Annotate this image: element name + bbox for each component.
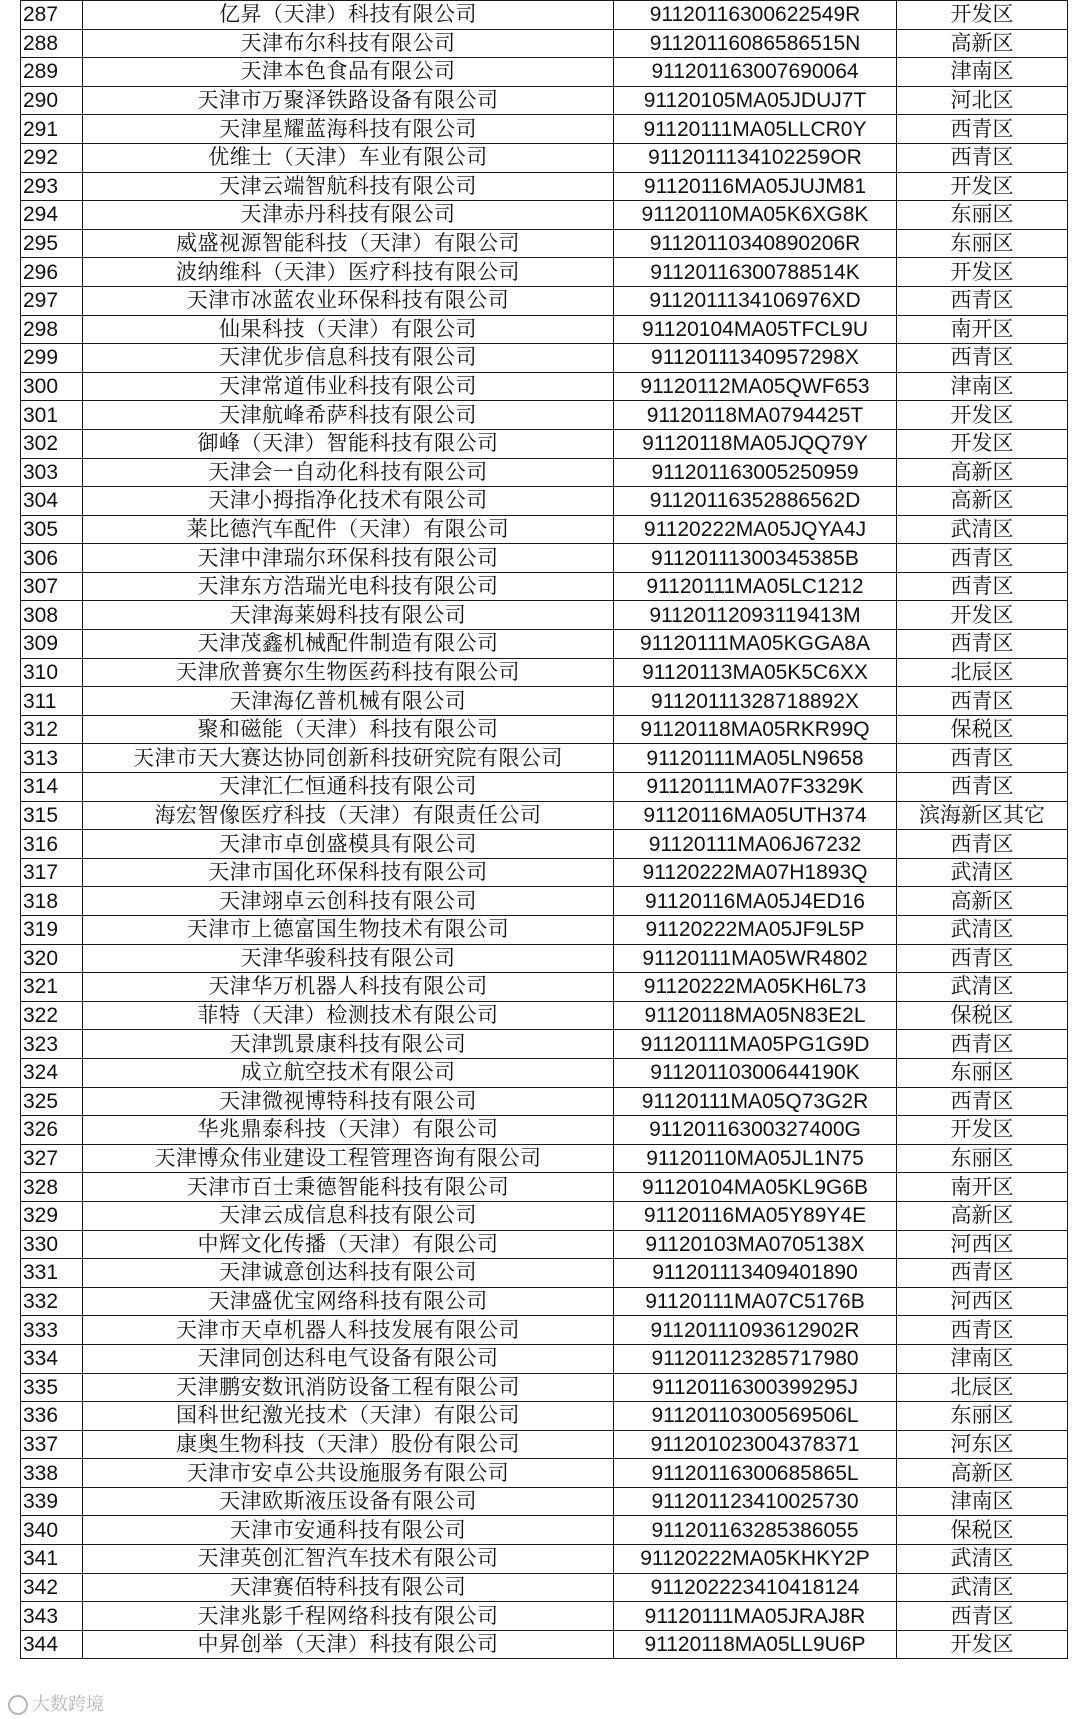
district-cell: 西青区	[897, 286, 1068, 315]
company-name-cell: 天津本色食品有限公司	[83, 58, 614, 87]
table-row	[21, 1545, 1068, 1574]
credit-code-cell: 91120113MA05K5C6XX	[614, 658, 897, 687]
credit-code-cell: 91120116300399295J	[614, 1373, 897, 1402]
row-number-cell: 340	[21, 1516, 83, 1545]
company-name-cell: 天津诚意创达科技有限公司	[83, 1259, 614, 1288]
credit-code-cell: 911201163005250959	[614, 458, 897, 487]
district-cell: 西青区	[897, 830, 1068, 859]
table-row	[21, 1516, 1068, 1545]
table-row	[21, 372, 1068, 401]
row-number-cell: 290	[21, 86, 83, 115]
credit-code-cell: 91120118MA05JQQ79Y	[614, 429, 897, 458]
district-cell: 武清区	[897, 973, 1068, 1002]
table-row	[21, 172, 1068, 201]
row-number-cell: 289	[21, 58, 83, 87]
district-cell: 西青区	[897, 630, 1068, 659]
district-cell: 西青区	[897, 744, 1068, 773]
district-cell: 西青区	[897, 773, 1068, 802]
district-cell: 河北区	[897, 86, 1068, 115]
row-number-cell: 326	[21, 1116, 83, 1145]
credit-code-cell: 91120116MA05Y89Y4E	[614, 1201, 897, 1230]
company-name-cell: 聚和磁能（天津）科技有限公司	[83, 715, 614, 744]
credit-code-cell: 91120111MA05Q73G2R	[614, 1087, 897, 1116]
company-name-cell: 威盛视源智能科技（天津）有限公司	[83, 229, 614, 258]
table-row	[21, 1230, 1068, 1259]
credit-code-cell: 911201023004378371	[614, 1430, 897, 1459]
company-name-cell: 中昇创举（天津）科技有限公司	[83, 1630, 614, 1659]
company-name-cell: 天津市国化环保科技有限公司	[83, 858, 614, 887]
table-row	[21, 115, 1068, 144]
row-number-cell: 310	[21, 658, 83, 687]
company-name-cell: 天津市百士秉德智能科技有限公司	[83, 1173, 614, 1202]
credit-code-cell: 91120110300644190K	[614, 1058, 897, 1087]
table-row	[21, 801, 1068, 830]
table-row	[21, 1173, 1068, 1202]
district-cell: 东丽区	[897, 1058, 1068, 1087]
company-name-cell: 优维士（天津）车业有限公司	[83, 143, 614, 172]
credit-code-cell: 91120111MA05LN9658	[614, 744, 897, 773]
brand-circle-icon	[8, 1695, 28, 1715]
company-name-cell: 天津市万聚泽铁路设备有限公司	[83, 86, 614, 115]
district-cell: 东丽区	[897, 201, 1068, 230]
district-cell: 开发区	[897, 1, 1068, 30]
table-row	[21, 1487, 1068, 1516]
district-cell: 保税区	[897, 1516, 1068, 1545]
row-number-cell: 309	[21, 630, 83, 659]
table-row	[21, 1259, 1068, 1288]
credit-code-cell: 91120222MA05KHKY2P	[614, 1545, 897, 1574]
district-cell: 高新区	[897, 1201, 1068, 1230]
credit-code-cell: 91120110MA05K6XG8K	[614, 201, 897, 230]
company-name-cell: 国科世纪激光技术（天津）有限公司	[83, 1402, 614, 1431]
watermark-text: 大数跨境	[32, 1694, 104, 1715]
credit-code-cell: 911201123410025730	[614, 1487, 897, 1516]
credit-code-cell: 91120110300569506L	[614, 1402, 897, 1431]
table-row	[21, 973, 1068, 1002]
credit-code-cell: 911201123285717980	[614, 1344, 897, 1373]
company-name-cell: 天津市冰蓝农业环保科技有限公司	[83, 286, 614, 315]
district-cell: 高新区	[897, 458, 1068, 487]
company-name-cell: 天津常道伟业科技有限公司	[83, 372, 614, 401]
credit-code-cell: 91120104MA05TFCL9U	[614, 315, 897, 344]
company-name-cell: 天津市安通科技有限公司	[83, 1516, 614, 1545]
credit-code-cell: 911202223410418124	[614, 1573, 897, 1602]
credit-code-cell: 91120111MA07F3329K	[614, 773, 897, 802]
row-number-cell: 337	[21, 1430, 83, 1459]
table-row	[21, 1630, 1068, 1659]
company-name-cell: 天津兆影千程网络科技有限公司	[83, 1602, 614, 1631]
credit-code-cell: 91120110340890206R	[614, 229, 897, 258]
row-number-cell: 327	[21, 1144, 83, 1173]
table-row	[21, 286, 1068, 315]
table-row	[21, 1573, 1068, 1602]
row-number-cell: 317	[21, 858, 83, 887]
company-name-cell: 天津欣普赛尔生物医药科技有限公司	[83, 658, 614, 687]
table-row	[21, 1459, 1068, 1488]
company-name-cell: 天津优步信息科技有限公司	[83, 344, 614, 373]
company-name-cell: 亿昇（天津）科技有限公司	[83, 1, 614, 30]
row-number-cell: 320	[21, 944, 83, 973]
company-name-cell: 天津茂鑫机械配件制造有限公司	[83, 630, 614, 659]
row-number-cell: 318	[21, 887, 83, 916]
table-row	[21, 344, 1068, 373]
district-cell: 西青区	[897, 143, 1068, 172]
row-number-cell: 295	[21, 229, 83, 258]
table-row	[21, 544, 1068, 573]
row-number-cell: 308	[21, 601, 83, 630]
district-cell: 开发区	[897, 1630, 1068, 1659]
table-row	[21, 572, 1068, 601]
credit-code-cell: 911201163007690064	[614, 58, 897, 87]
credit-code-cell: 91120111MA05LC1212	[614, 572, 897, 601]
row-number-cell: 344	[21, 1630, 83, 1659]
district-cell: 高新区	[897, 487, 1068, 516]
row-number-cell: 315	[21, 801, 83, 830]
row-number-cell: 330	[21, 1230, 83, 1259]
table-row	[21, 1116, 1068, 1145]
row-number-cell: 296	[21, 258, 83, 287]
table-row	[21, 401, 1068, 430]
table-row	[21, 458, 1068, 487]
row-number-cell: 294	[21, 201, 83, 230]
credit-code-cell: 91120111MA05JRAJ8R	[614, 1602, 897, 1631]
company-name-cell: 天津布尔科技有限公司	[83, 29, 614, 58]
company-name-cell: 菲特（天津）检测技术有限公司	[83, 1001, 614, 1030]
row-number-cell: 302	[21, 429, 83, 458]
table-row	[21, 1087, 1068, 1116]
district-cell: 北辰区	[897, 1373, 1068, 1402]
credit-code-cell: 91120111328718892X	[614, 687, 897, 716]
row-number-cell: 288	[21, 29, 83, 58]
table-row	[21, 630, 1068, 659]
company-name-cell: 天津市卓创盛模具有限公司	[83, 830, 614, 859]
table-row	[21, 1001, 1068, 1030]
table-row	[21, 887, 1068, 916]
company-name-cell: 天津欧斯液压设备有限公司	[83, 1487, 614, 1516]
row-number-cell: 311	[21, 687, 83, 716]
company-name-cell: 天津星耀蓝海科技有限公司	[83, 115, 614, 144]
row-number-cell: 328	[21, 1173, 83, 1202]
district-cell: 津南区	[897, 58, 1068, 87]
district-cell: 武清区	[897, 515, 1068, 544]
row-number-cell: 329	[21, 1201, 83, 1230]
credit-code-cell: 91120222MA05JQYA4J	[614, 515, 897, 544]
table-row	[21, 744, 1068, 773]
district-cell: 西青区	[897, 687, 1068, 716]
row-number-cell: 298	[21, 315, 83, 344]
credit-code-cell: 91120111300345385B	[614, 544, 897, 573]
row-number-cell: 332	[21, 1287, 83, 1316]
row-number-cell: 297	[21, 286, 83, 315]
table-row	[21, 1144, 1068, 1173]
company-name-cell: 天津汇仁恒通科技有限公司	[83, 773, 614, 802]
table-row	[21, 601, 1068, 630]
table-row	[21, 29, 1068, 58]
credit-code-cell: 911201113409401890	[614, 1259, 897, 1288]
credit-code-cell: 91120111093612902R	[614, 1316, 897, 1345]
company-name-cell: 天津华骏科技有限公司	[83, 944, 614, 973]
district-cell: 东丽区	[897, 1144, 1068, 1173]
row-number-cell: 299	[21, 344, 83, 373]
company-name-cell: 海宏智像医疗科技（天津）有限责任公司	[83, 801, 614, 830]
table-row	[21, 1344, 1068, 1373]
district-cell: 南开区	[897, 315, 1068, 344]
row-number-cell: 291	[21, 115, 83, 144]
company-name-cell: 天津会一自动化科技有限公司	[83, 458, 614, 487]
credit-code-cell: 91120104MA05KL9G6B	[614, 1173, 897, 1202]
credit-code-cell: 91120116MA05UTH374	[614, 801, 897, 830]
company-name-cell: 中辉文化传播（天津）有限公司	[83, 1230, 614, 1259]
company-name-cell: 天津华万机器人科技有限公司	[83, 973, 614, 1002]
district-cell: 西青区	[897, 115, 1068, 144]
credit-code-cell: 91120222MA07H1893Q	[614, 858, 897, 887]
row-number-cell: 321	[21, 973, 83, 1002]
row-number-cell: 301	[21, 401, 83, 430]
row-number-cell: 305	[21, 515, 83, 544]
row-number-cell: 323	[21, 1030, 83, 1059]
company-name-cell: 天津鹏安数讯消防设备工程有限公司	[83, 1373, 614, 1402]
row-number-cell: 322	[21, 1001, 83, 1030]
district-cell: 保税区	[897, 1001, 1068, 1030]
district-cell: 滨海新区其它	[897, 801, 1068, 830]
company-name-cell: 天津凯景康科技有限公司	[83, 1030, 614, 1059]
company-name-cell: 天津博众伟业建设工程管理咨询有限公司	[83, 1144, 614, 1173]
credit-code-cell: 91120116300327400G	[614, 1116, 897, 1145]
table-row	[21, 1201, 1068, 1230]
company-name-cell: 天津航峰希萨科技有限公司	[83, 401, 614, 430]
table-row	[21, 1430, 1068, 1459]
row-number-cell: 312	[21, 715, 83, 744]
district-cell: 开发区	[897, 601, 1068, 630]
credit-code-cell: 91120111MA05WR4802	[614, 944, 897, 973]
table-row	[21, 429, 1068, 458]
table-row	[21, 315, 1068, 344]
table-row	[21, 944, 1068, 973]
credit-code-cell: 91120116300788514K	[614, 258, 897, 287]
table-row	[21, 1030, 1068, 1059]
row-number-cell: 336	[21, 1402, 83, 1431]
table-row	[21, 1316, 1068, 1345]
credit-code-cell: 91120116086586515N	[614, 29, 897, 58]
district-cell: 西青区	[897, 1602, 1068, 1631]
district-cell: 津南区	[897, 372, 1068, 401]
credit-code-cell: 91120116MA05JUJM81	[614, 172, 897, 201]
row-number-cell: 324	[21, 1058, 83, 1087]
credit-code-cell: 91120111MA05KGGA8A	[614, 630, 897, 659]
credit-code-cell: 91120116352886562D	[614, 487, 897, 516]
row-number-cell: 314	[21, 773, 83, 802]
company-name-cell: 天津云成信息科技有限公司	[83, 1201, 614, 1230]
table-row	[21, 487, 1068, 516]
district-cell: 武清区	[897, 916, 1068, 945]
row-number-cell: 304	[21, 487, 83, 516]
company-name-cell: 天津盛优宝网络科技有限公司	[83, 1287, 614, 1316]
table-row	[21, 229, 1068, 258]
district-cell: 西青区	[897, 1087, 1068, 1116]
row-number-cell: 342	[21, 1573, 83, 1602]
company-name-cell: 天津微视博特科技有限公司	[83, 1087, 614, 1116]
table-row	[21, 258, 1068, 287]
company-name-cell: 华兆鼎泰科技（天津）有限公司	[83, 1116, 614, 1145]
credit-code-cell: 91120118MA05N83E2L	[614, 1001, 897, 1030]
row-number-cell: 341	[21, 1545, 83, 1574]
district-cell: 开发区	[897, 172, 1068, 201]
credit-code-cell: 91120110MA05JL1N75	[614, 1144, 897, 1173]
district-cell: 西青区	[897, 572, 1068, 601]
table-row	[21, 687, 1068, 716]
district-cell: 开发区	[897, 429, 1068, 458]
credit-code-cell: 91120112093119413M	[614, 601, 897, 630]
district-cell: 开发区	[897, 401, 1068, 430]
district-cell: 开发区	[897, 1116, 1068, 1145]
row-number-cell: 339	[21, 1487, 83, 1516]
district-cell: 武清区	[897, 858, 1068, 887]
table-row	[21, 1602, 1068, 1631]
company-name-cell: 天津海莱姆科技有限公司	[83, 601, 614, 630]
table-row	[21, 658, 1068, 687]
row-number-cell: 325	[21, 1087, 83, 1116]
row-number-cell: 338	[21, 1459, 83, 1488]
district-cell: 高新区	[897, 887, 1068, 916]
company-name-cell: 天津市天大赛达协同创新科技研究院有限公司	[83, 744, 614, 773]
company-name-cell: 天津市天卓机器人科技发展有限公司	[83, 1316, 614, 1345]
table-row	[21, 58, 1068, 87]
table-row	[21, 143, 1068, 172]
company-name-cell: 康奥生物科技（天津）股份有限公司	[83, 1430, 614, 1459]
table-row	[21, 1287, 1068, 1316]
credit-code-cell: 91120222MA05KH6L73	[614, 973, 897, 1002]
credit-code-cell: 91120111340957298X	[614, 344, 897, 373]
company-name-cell: 天津赛佰特科技有限公司	[83, 1573, 614, 1602]
district-cell: 开发区	[897, 258, 1068, 287]
company-name-cell: 御峰（天津）智能科技有限公司	[83, 429, 614, 458]
table-row	[21, 515, 1068, 544]
credit-code-cell: 91120111MA07C5176B	[614, 1287, 897, 1316]
district-cell: 津南区	[897, 1487, 1068, 1516]
district-cell: 高新区	[897, 29, 1068, 58]
table-row	[21, 86, 1068, 115]
row-number-cell: 293	[21, 172, 83, 201]
credit-code-cell: 91120116MA05J4ED16	[614, 887, 897, 916]
company-name-cell: 天津小拇指净化技术有限公司	[83, 487, 614, 516]
table-row	[21, 1, 1068, 30]
district-cell: 西青区	[897, 1030, 1068, 1059]
table-row	[21, 1058, 1068, 1087]
company-name-cell: 天津翊卓云创科技有限公司	[83, 887, 614, 916]
credit-code-cell: 91120118MA05LL9U6P	[614, 1630, 897, 1659]
watermark	[8, 1690, 104, 1716]
district-cell: 河西区	[897, 1287, 1068, 1316]
district-cell: 北辰区	[897, 658, 1068, 687]
district-cell: 武清区	[897, 1573, 1068, 1602]
row-number-cell: 313	[21, 744, 83, 773]
company-name-cell: 天津中津瑞尔环保科技有限公司	[83, 544, 614, 573]
row-number-cell: 287	[21, 1, 83, 30]
company-name-cell: 天津赤丹科技有限公司	[83, 201, 614, 230]
row-number-cell: 335	[21, 1373, 83, 1402]
credit-code-cell: 91120111MA06J67232	[614, 830, 897, 859]
table-row	[21, 1373, 1068, 1402]
company-name-cell: 成立航空技术有限公司	[83, 1058, 614, 1087]
company-name-cell: 天津同创达科电气设备有限公司	[83, 1344, 614, 1373]
company-list-table	[20, 0, 1068, 1659]
credit-code-cell: 91120116300622549R	[614, 1, 897, 30]
district-cell: 河东区	[897, 1430, 1068, 1459]
company-name-cell: 波纳维科（天津）医疗科技有限公司	[83, 258, 614, 287]
credit-code-cell: 91120222MA05JF9L5P	[614, 916, 897, 945]
district-cell: 武清区	[897, 1545, 1068, 1574]
district-cell: 高新区	[897, 1459, 1068, 1488]
credit-code-cell: 911201163285386055	[614, 1516, 897, 1545]
credit-code-cell: 91120111MA05PG1G9D	[614, 1030, 897, 1059]
table-row	[21, 201, 1068, 230]
credit-code-cell: 91120118MA0794425T	[614, 401, 897, 430]
company-name-cell: 天津东方浩瑞光电科技有限公司	[83, 572, 614, 601]
district-cell: 东丽区	[897, 229, 1068, 258]
table-body	[21, 1, 1068, 1659]
district-cell: 津南区	[897, 1344, 1068, 1373]
company-name-cell: 莱比德汽车配件（天津）有限公司	[83, 515, 614, 544]
table-row	[21, 773, 1068, 802]
credit-code-cell: 91120111MA05LLCR0Y	[614, 115, 897, 144]
district-cell: 东丽区	[897, 1402, 1068, 1431]
row-number-cell: 331	[21, 1259, 83, 1288]
table-row	[21, 858, 1068, 887]
credit-code-cell: 91120116300685865L	[614, 1459, 897, 1488]
company-name-cell: 天津英创汇智汽车技术有限公司	[83, 1545, 614, 1574]
district-cell: 西青区	[897, 944, 1068, 973]
row-number-cell: 303	[21, 458, 83, 487]
row-number-cell: 300	[21, 372, 83, 401]
row-number-cell: 307	[21, 572, 83, 601]
district-cell: 保税区	[897, 715, 1068, 744]
credit-code-cell: 91120103MA0705138X	[614, 1230, 897, 1259]
table-row	[21, 830, 1068, 859]
row-number-cell: 316	[21, 830, 83, 859]
district-cell: 西青区	[897, 544, 1068, 573]
table-row	[21, 715, 1068, 744]
company-name-cell: 天津市上德富国生物技术有限公司	[83, 916, 614, 945]
credit-code-cell: 91120112MA05QWF653	[614, 372, 897, 401]
credit-code-cell: 9112011134106976XD	[614, 286, 897, 315]
row-number-cell: 343	[21, 1602, 83, 1631]
company-name-cell: 天津市安卓公共设施服务有限公司	[83, 1459, 614, 1488]
credit-code-cell: 9112011134102259OR	[614, 143, 897, 172]
credit-code-cell: 91120105MA05JDUJ7T	[614, 86, 897, 115]
table-row	[21, 916, 1068, 945]
row-number-cell: 306	[21, 544, 83, 573]
company-name-cell: 天津海亿普机械有限公司	[83, 687, 614, 716]
company-name-cell: 仙果科技（天津）有限公司	[83, 315, 614, 344]
row-number-cell: 292	[21, 143, 83, 172]
row-number-cell: 334	[21, 1344, 83, 1373]
company-name-cell: 天津云端智航科技有限公司	[83, 172, 614, 201]
district-cell: 河西区	[897, 1230, 1068, 1259]
district-cell: 西青区	[897, 344, 1068, 373]
district-cell: 西青区	[897, 1316, 1068, 1345]
table-row	[21, 1402, 1068, 1431]
district-cell: 西青区	[897, 1259, 1068, 1288]
row-number-cell: 333	[21, 1316, 83, 1345]
row-number-cell: 319	[21, 916, 83, 945]
district-cell: 南开区	[897, 1173, 1068, 1202]
credit-code-cell: 91120118MA05RKR99Q	[614, 715, 897, 744]
